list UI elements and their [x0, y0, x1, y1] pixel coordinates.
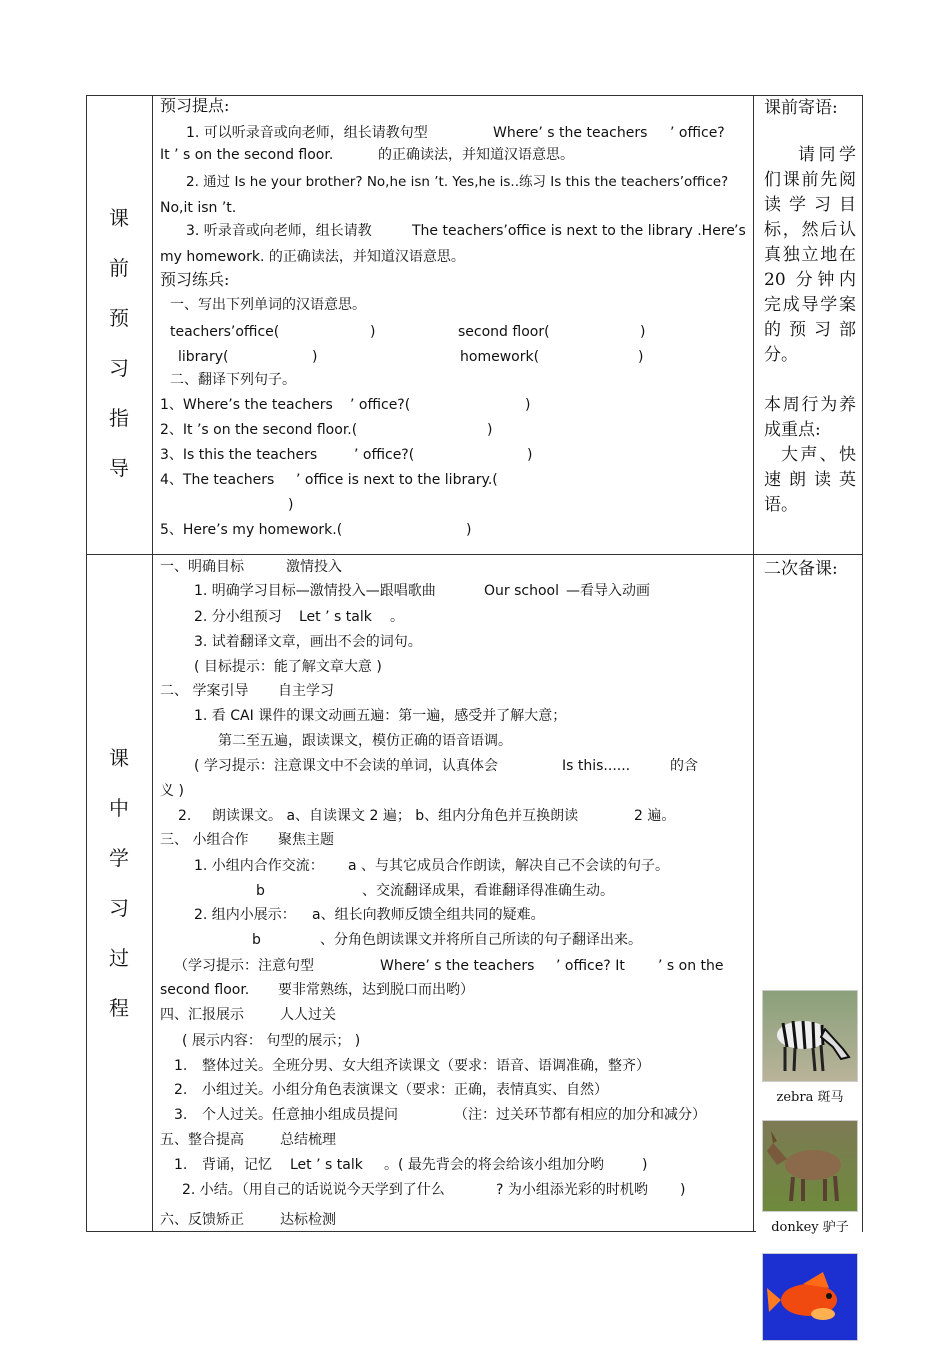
sentence-1: 1、Where’s the teachers: [160, 397, 333, 413]
preview-point-1: 1. 可以听录音或向老师，组长请教句型: [186, 125, 428, 141]
sentence-2: 2、It ’s on the second floor.(: [160, 422, 358, 438]
sentence-4: 4、The teachers: [160, 472, 275, 488]
class-section-label: 课 中 学 习 过 程: [109, 746, 129, 1020]
fish-icon: [763, 1254, 857, 1340]
sentence-3: 3、Is this the teachers: [160, 447, 318, 463]
word-blank: homework(: [460, 349, 540, 365]
preview-section-label: 课 前 预 习 指 导: [109, 206, 129, 480]
pre-class-message: 课前寄语: 请同学们课前先阅读学习目标，然后认真独立地在 20 分钟内完成导学案的预习部分。 本周行为养成重点: 大声、快速朗读英语。: [764, 98, 856, 515]
zebra-caption: zebra 斑马: [776, 1090, 844, 1105]
word-blank: teachers’office(: [170, 324, 280, 340]
animal-image-3: [762, 1253, 858, 1341]
zebra-image: [762, 990, 858, 1082]
donkey-icon: [763, 1121, 857, 1211]
sentence-5: 5、Here’s my homework.(: [160, 522, 343, 538]
donkey-caption: donkey 驴子: [771, 1220, 849, 1235]
preview-point-2: 2. 通过 Is he your brother? No,he isn ’t. Yes,he is..练习 Is this the teachers’office?: [186, 174, 729, 190]
word-blank: library(: [178, 349, 229, 365]
zebra-icon: [763, 991, 857, 1081]
second-preparation-title: 二次备课:: [764, 559, 838, 579]
practice-heading: 预习练兵:: [160, 270, 230, 289]
preview-heading: 预习提点:: [160, 96, 230, 115]
word-blank: second floor(: [458, 324, 550, 340]
donkey-image: [762, 1120, 858, 1212]
preview-point-3: 3. 听录音或向老师，组长请教: [186, 223, 372, 239]
